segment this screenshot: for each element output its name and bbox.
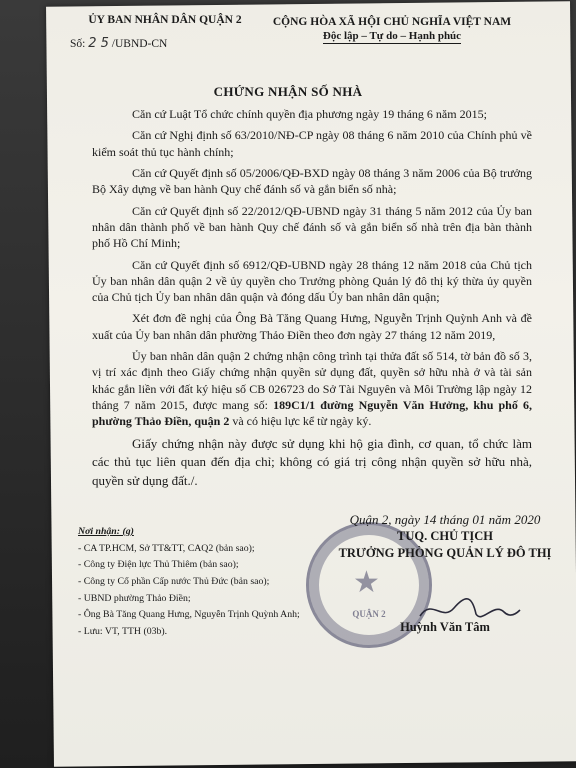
legal-basis-1: Căn cứ Luật Tổ chức chính quyền địa phương ngày 19 tháng 6 năm 2015; bbox=[132, 107, 487, 121]
recipient-item: - UBND phường Thảo Điền; bbox=[78, 592, 191, 604]
certification-paragraph: Ủy ban nhân dân quận 2 chứng nhận công trình tại thửa đất số 514, tờ bản đồ số 3, vị trí xác định theo Giấy chứng nhận quyền sử dụng đất, quyền sở hữu nhà ở và tài sản khác gắn liền với đất ký hiệu số CB 026723 do Sở Tài Nguyên và Môi Trường lập ngày 12 tháng 7 năm 2015, được mang số: 189C1/1 đường Nguyễn Văn Hưởng, khu phố 6, phường Thảo Điền, quận 2 và có hiệu lực kể từ ngày ký. bbox=[92, 349, 532, 429]
document-body bbox=[92, 106, 532, 496]
legal-basis-2: Căn cứ Nghị định số 63/2010/NĐ-CP ngày 08 tháng 6 năm 2010 của Chính phủ về kiểm soát thủ tục hành chính; bbox=[92, 128, 532, 159]
certified-address: 189C1/1 đường Nguyễn Văn Hưởng, khu phố 6, phường Thảo Điền, quận 2 bbox=[92, 398, 532, 429]
recipient-item: - Công ty Điện lực Thủ Thiêm (bản sao); bbox=[78, 559, 239, 571]
recipient-item: - Ông Bà Tăng Quang Hưng, Nguyễn Trịnh Quỳnh Anh; bbox=[78, 609, 300, 621]
recipients-heading: Nơi nhận: (g) bbox=[78, 526, 134, 537]
number-prefix: Số: bbox=[70, 38, 86, 50]
signer-role-1: TUQ. CHỦ TỊCH bbox=[397, 529, 493, 543]
handwritten-signature bbox=[412, 588, 522, 628]
signer-role-2: TRƯỞNG PHÒNG QUẢN LÝ ĐÔ THỊ bbox=[338, 545, 552, 560]
recipient-item: - Lưu: VT, TTH (03b). bbox=[78, 625, 168, 637]
recipients-list bbox=[78, 524, 338, 640]
closing-paragraph: Giấy chứng nhận này được sử dụng khi hộ gia đình, cơ quan, tổ chức làm các thủ tục liên quan đến địa chỉ; không có giá trị công nhận quyền sở hữu nhà, quyền sử dụng đất./. bbox=[92, 435, 532, 489]
legal-basis-5: Căn cứ Quyết định số 6912/QĐ-UBND ngày 28 tháng 12 năm 2018 của Chủ tịch Ủy ban nhân dân quận 2 về ủy quyền cho Trưởng phòng Quản lý đô thị ký thừa ủy quyền của Chủ tịch Ủy ban nhân dân quận và đóng dấu Ủy ban nhân dân quận; bbox=[92, 257, 532, 305]
nation-motto: Độc lập – Tự do – Hạnh phúc bbox=[322, 30, 462, 42]
recipient-item: - Công ty Cổ phần Cấp nước Thủ Đức (bản sao); bbox=[78, 575, 270, 587]
seal-text: QUẬN 2 bbox=[352, 609, 386, 619]
nation-name: CỘNG HÒA XÃ HỘI CHỦ NGHĨA VIỆT NAM bbox=[272, 16, 512, 28]
agency-name: ỦY BAN NHÂN DÂN QUẬN 2 bbox=[88, 14, 242, 26]
recipient-item: - CA TP.HCM, Sở TT&TT, CAQ2 (bản sao); bbox=[78, 542, 255, 554]
signer-name: Huỳnh Văn Tâm bbox=[400, 619, 490, 634]
sign-date: Quận 2, ngày 14 tháng 01 năm 2020 bbox=[349, 512, 541, 527]
legal-basis-3: Căn cứ Quyết định số 05/2006/QĐ-BXD ngày 08 tháng 3 năm 2006 của Bộ trưởng Bộ Xây dựng về ban hành Quy chế đánh số và gắn biển số nhà; bbox=[92, 165, 532, 197]
legal-basis-4: Căn cứ Quyết định số 22/2012/QĐ-UBND ngày 31 tháng 5 năm 2012 của Ủy ban nhân dân thành phố về ban hành Quy chế đánh số và gắn biển số nhà trên địa bàn thành phố Hồ Chí Minh; bbox=[92, 203, 532, 251]
document-title: CHỨNG NHẬN SỐ NHÀ bbox=[213, 84, 363, 99]
number-suffix: /UBND-CN bbox=[111, 38, 168, 50]
star-icon: ★ bbox=[353, 566, 380, 599]
header-nation-block bbox=[272, 16, 512, 42]
request-paragraph: Xét đơn đề nghị của Ông Bà Tăng Quang Hưng, Nguyễn Trịnh Quỳnh Anh và đề xuất của Ủy ban nhân dân phường Thảo Điền theo đơn ngày 27 tháng 12 năm 2019, bbox=[92, 311, 532, 342]
number-handwritten: 2 5 bbox=[88, 36, 109, 51]
document-number bbox=[70, 36, 260, 51]
header-agency-block bbox=[70, 14, 260, 51]
